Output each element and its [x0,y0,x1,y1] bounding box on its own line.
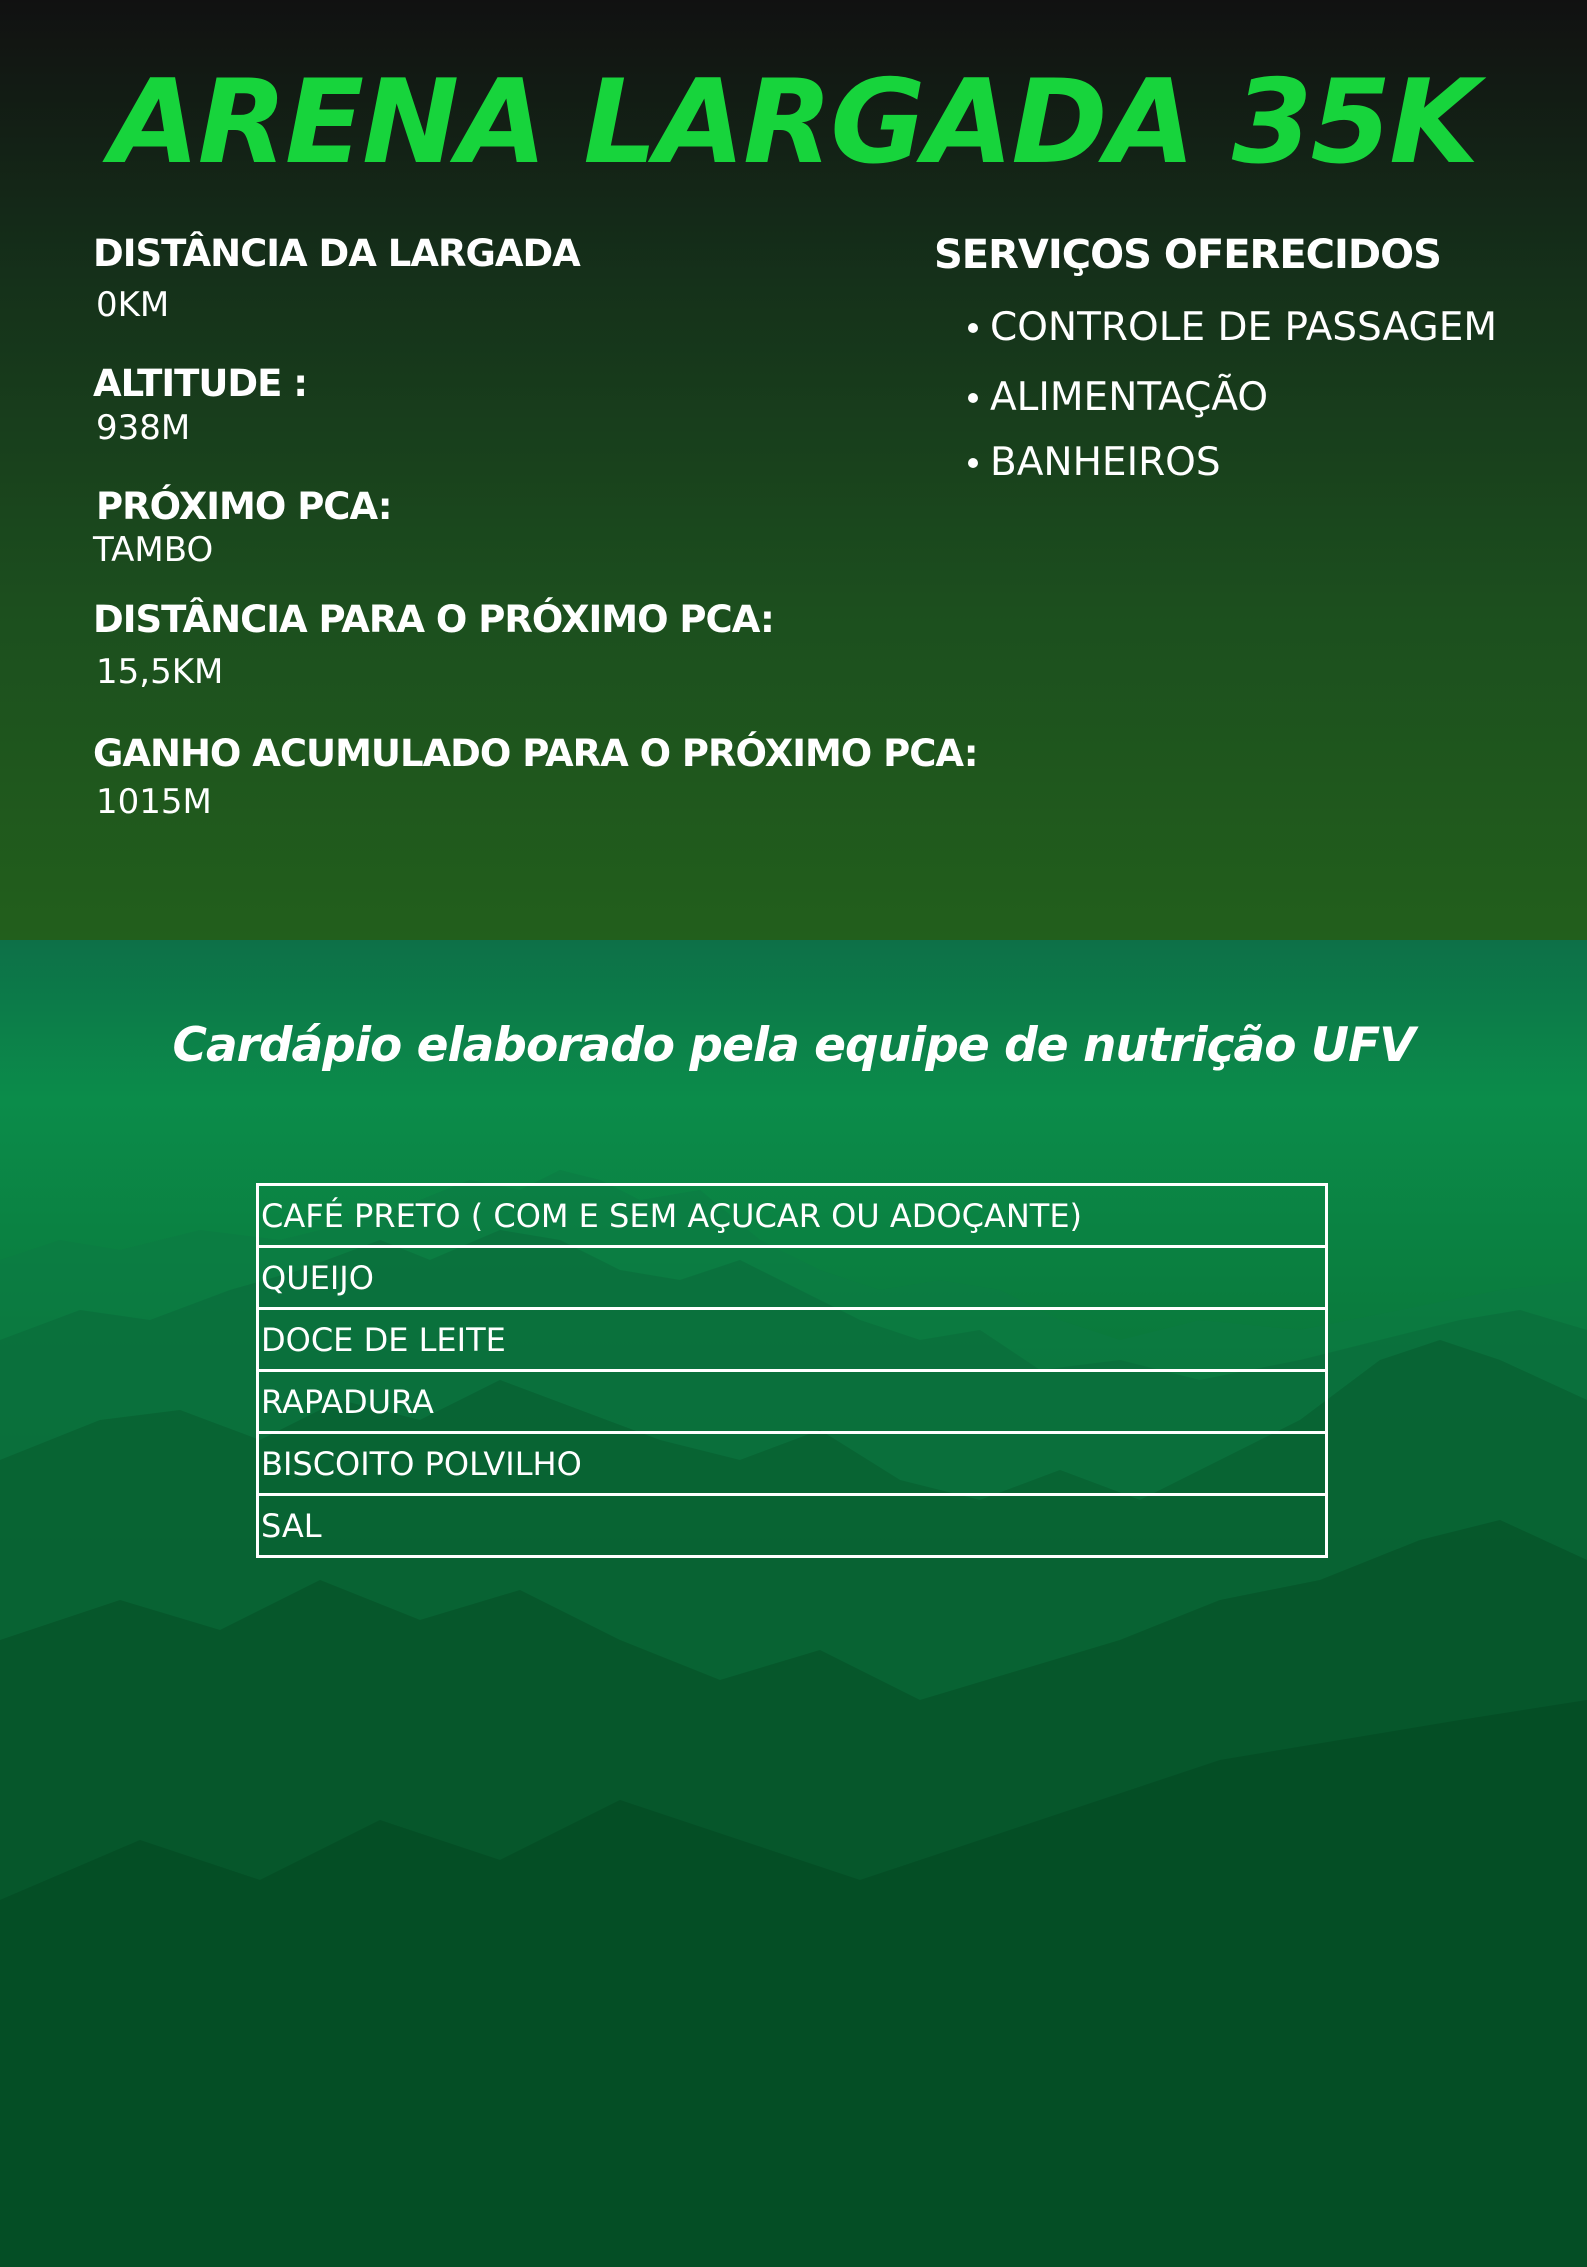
menu-item: DOCE DE LEITE [258,1309,1327,1371]
bullet-icon [968,323,978,333]
altitude-label: ALTITUDE : [93,362,308,405]
bullet-icon [968,393,978,403]
table-row [258,1247,1327,1309]
ganho-acumulado-label: GANHO ACUMULADO PARA O PRÓXIMO PCA: [93,732,978,775]
proximo-pca-label: PRÓXIMO PCA: [96,485,392,528]
mountain-image [0,940,1587,2267]
menu-item: CAFÉ PRETO ( COM E SEM AÇUCAR OU ADOÇANTE) [258,1185,1327,1247]
bullet-icon [968,458,978,468]
distancia-largada-label: DISTÂNCIA DA LARGADA [93,232,580,275]
service-item [990,305,1497,350]
distancia-largada-value: 0KM [96,285,170,325]
distancia-proximo-pca-label: DISTÂNCIA PARA O PRÓXIMO PCA: [93,598,774,641]
proximo-pca-value: TAMBO [93,530,214,570]
table-row [258,1309,1327,1371]
menu-item: QUEIJO [258,1247,1327,1309]
menu-item: RAPADURA [258,1371,1327,1433]
service-item-label: BANHEIROS [990,440,1221,485]
service-item-label: ALIMENTAÇÃO [990,375,1269,420]
table-row [258,1495,1327,1557]
menu-item: SAL [258,1495,1327,1557]
table-row [258,1185,1327,1247]
service-item-label: CONTROLE DE PASSAGEM [990,305,1497,350]
distancia-proximo-pca-value: 15,5KM [96,652,224,692]
menu-item: BISCOITO POLVILHO [258,1433,1327,1495]
menu-table [256,1183,1328,1558]
service-item [990,375,1268,420]
menu-heading: Cardápio elaborado pela equipe de nutrição UFV [172,1018,1415,1073]
service-item [990,440,1221,485]
ganho-acumulado-value: 1015M [96,782,212,822]
altitude-value: 938M [96,408,191,448]
mountain-background [0,940,1587,2267]
table-row [258,1371,1327,1433]
page-title: ARENA LARGADA 35K [109,55,1478,190]
services-title: SERVIÇOS OFERECIDOS [934,232,1441,278]
table-row [258,1433,1327,1495]
